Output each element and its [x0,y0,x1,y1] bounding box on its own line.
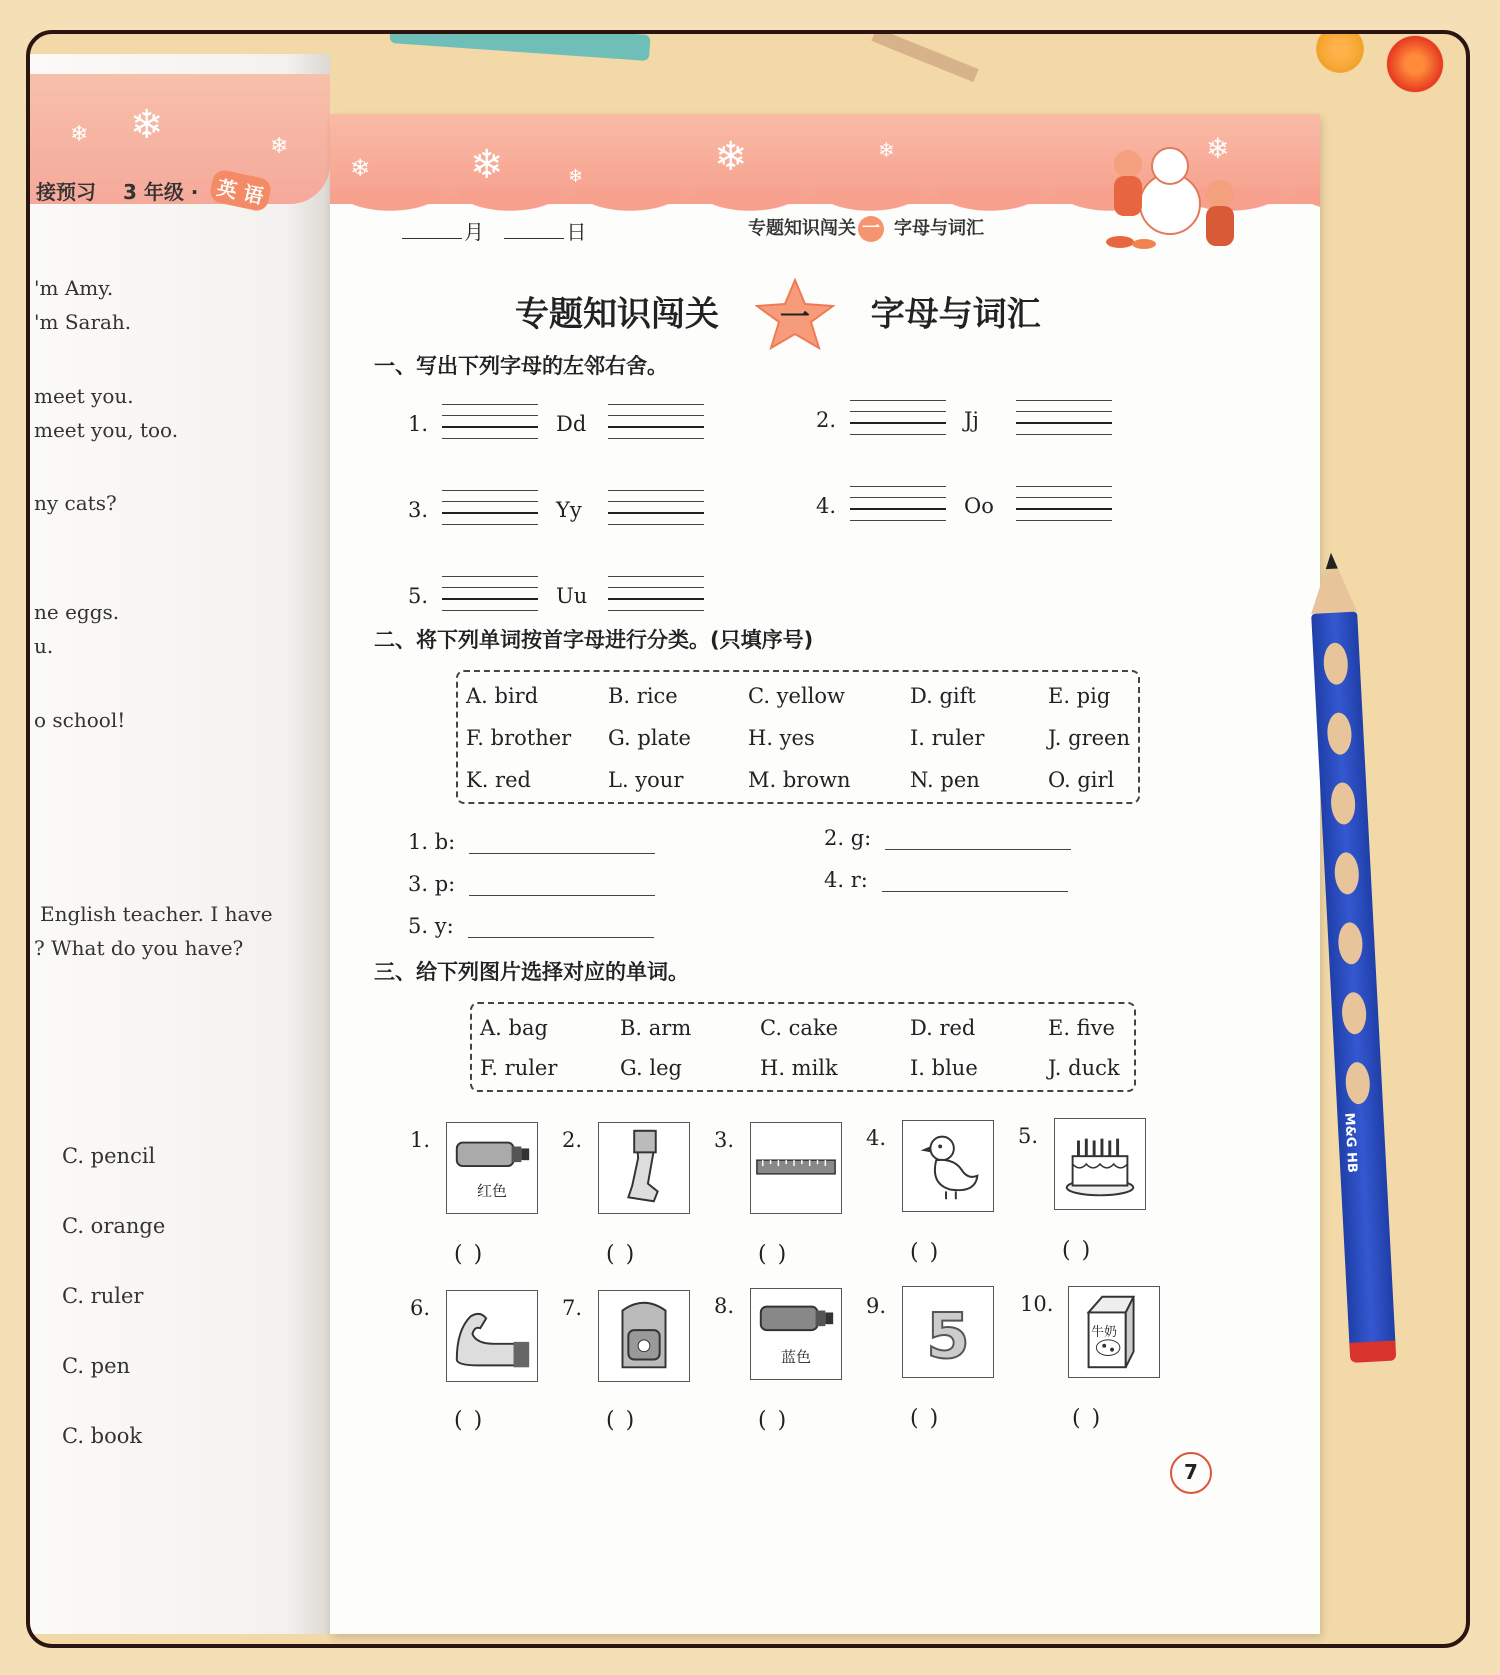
answer-parentheses[interactable]: ( ) [1072,1406,1103,1431]
page-title [515,286,1041,346]
left-text-line: ? What do you have? [34,936,244,960]
classify-blank [408,830,655,854]
left-text-line: 'm Amy. [34,276,114,300]
flower-decoration [1380,34,1450,94]
word-option: F. brother [466,726,572,750]
word-option: B. arm [620,1016,692,1040]
item-number: 4. [816,494,837,518]
left-page-header [36,174,270,207]
writing-lines-right[interactable] [608,480,704,524]
answer-parentheses[interactable]: ( ) [606,1408,637,1433]
pencil-on-desk [1308,552,1396,1353]
item-number: 2. [816,408,837,432]
word-option: J. green [1048,726,1131,750]
picture-caption: 蓝色 [780,1348,811,1366]
writing-lines-left[interactable] [850,390,946,434]
word-option: E. five [1048,1016,1115,1040]
snowflake-icon: ❄ [878,138,895,162]
birthday-cake-icon [1054,1118,1146,1210]
picture-number: 6. [410,1296,431,1320]
left-text-line: 'm Sarah. [34,310,132,334]
picture-caption: 牛奶 [1091,1325,1118,1340]
word-option: I. ruler [910,726,985,750]
duck-icon [902,1120,994,1212]
word-option: C. cake [760,1016,839,1040]
word-option: L. your [608,768,684,792]
picture-number: 1. [410,1128,431,1152]
letter-label: Uu [556,584,588,608]
item-number: 5. [408,584,429,608]
picture-caption: 红色 [476,1182,507,1200]
item-number: 5. [408,914,429,938]
answer-line[interactable] [469,875,655,896]
left-option: C. orange [62,1214,166,1238]
left-text-line: English teacher. I have [40,902,273,926]
answer-parentheses[interactable]: ( ) [1062,1238,1093,1263]
writing-lines-right[interactable] [608,394,704,438]
flower-decoration [1310,30,1370,74]
star-badge [755,286,835,346]
answer-parentheses[interactable]: ( ) [606,1242,637,1267]
desk-pencil-decoration [871,30,978,82]
section3-heading: 三、给下列图片选择对应的单词。 [374,960,689,984]
item-number: 1. [408,412,429,436]
title-left: 专题知识闯关 [515,294,719,335]
day-label: 日 [566,220,587,244]
picture-number: 9. [866,1294,887,1318]
writing-lines-left[interactable] [442,394,538,438]
classify-blank [824,868,1068,892]
snowflake-icon: ❄ [70,122,89,147]
word-bank-box [456,670,1140,804]
word-option: O. girl [1048,768,1115,792]
section2-heading: 二、将下列单词按首字母进行分类。(只填序号) [374,628,814,652]
picture-number: 3. [714,1128,735,1152]
word-option: H. yes [748,726,815,750]
left-option: C. book [62,1424,143,1448]
word-option: B. rice [608,684,678,708]
backpack-icon [598,1290,690,1382]
left-text-line: u. [34,634,54,658]
word-option: D. gift [910,684,976,708]
running-header [748,214,984,242]
answer-line[interactable] [885,829,1071,850]
initial-letter: p: [434,872,456,896]
word-option: D. red [910,1016,976,1040]
picture-number: 5. [1018,1124,1039,1148]
classify-blank [824,826,1071,850]
picture-number: 8. [714,1294,735,1318]
subject-badge: 英 语 [209,168,274,213]
classify-blank [408,872,655,896]
day-blank[interactable] [504,238,564,239]
writing-lines-left[interactable] [850,476,946,520]
left-option: C. pen [62,1354,131,1378]
word-option: I. blue [910,1056,978,1080]
snowflake-icon: ❄ [568,166,584,187]
left-page [30,54,330,1634]
word-option: N. pen [910,768,980,792]
item-number: 1. [408,830,429,854]
snowflake-icon: ❄ [270,134,289,159]
word-option: G. leg [620,1056,682,1080]
classify-blank [408,914,654,938]
word-option: K. red [466,768,531,792]
number-five-icon [902,1286,994,1378]
left-text-line: meet you. [34,384,134,408]
writing-lines-right[interactable] [608,566,704,610]
blue-paint-tube-icon [750,1288,842,1380]
letter-label: Oo [964,494,994,518]
letter-label: Yy [556,498,582,522]
snowflake-icon: ❄ [130,102,164,148]
left-option: C. pencil [62,1144,156,1168]
topic-label: 专题知识闯关 [748,218,856,239]
letter-label: Jj [964,408,979,432]
answer-parentheses[interactable]: ( ) [454,1242,485,1267]
arm-icon [446,1290,538,1382]
ruler-icon [750,1122,842,1214]
answer-parentheses[interactable]: ( ) [758,1408,789,1433]
right-page [330,114,1320,1634]
picture-number: 7. [562,1296,583,1320]
answer-line[interactable] [469,833,655,854]
snowflake-icon: ❄ [1206,132,1230,165]
initial-letter: y: [434,914,454,938]
desk-pencil-decoration [389,30,650,61]
title-number: 一 [779,300,810,335]
word-option: G. plate [608,726,691,750]
photo-frame [26,30,1470,1648]
initial-letter: g: [850,826,872,850]
svg-text:5: 5 [926,1299,970,1373]
answer-parentheses[interactable]: ( ) [758,1242,789,1267]
writing-lines-right[interactable] [1016,390,1112,434]
item-number: 2. [824,826,845,850]
snowflake-icon: ❄ [350,154,371,182]
answer-line[interactable] [468,917,654,938]
left-text-line: o school! [34,708,126,732]
left-text-line: meet you, too. [34,418,179,442]
left-text-line: ne eggs. [34,600,120,624]
word-option: J. duck [1048,1056,1120,1080]
month-blank[interactable] [402,238,462,239]
initial-letter: b: [434,830,456,854]
letter-label: Dd [556,412,587,436]
month-label: 月 [464,220,484,244]
picture-number: 10. [1020,1292,1054,1316]
word-option: E. pig [1048,684,1111,708]
word-option: H. milk [760,1056,838,1080]
picture-number: 4. [866,1126,887,1150]
word-option: A. bag [480,1016,548,1040]
word-option: F. ruler [480,1056,558,1080]
leg-icon [598,1122,690,1214]
picture-word-bank-box [470,1002,1136,1092]
word-option: C. yellow [748,684,846,708]
answer-parentheses[interactable]: ( ) [910,1240,941,1265]
item-number: 4. [824,868,845,892]
section1-heading: 一、写出下列字母的左邻右舍。 [374,354,668,378]
milk-carton-icon [1068,1286,1160,1378]
snowflake-icon: ❄ [470,142,504,188]
answer-parentheses[interactable]: ( ) [454,1408,485,1433]
title-right: 字母与词汇 [870,294,1041,335]
pencil-brand: M&G [1341,1112,1359,1148]
word-option: A. bird [466,684,539,708]
writing-lines-right[interactable] [1016,476,1112,520]
header-prefix: 接预习 [36,180,96,204]
item-number: 3. [408,498,429,522]
red-paint-tube-icon [446,1122,538,1214]
snowman-children-illustration [1100,134,1260,254]
answer-parentheses[interactable]: ( ) [910,1406,941,1431]
writing-lines-left[interactable] [442,480,538,524]
writing-lines-left[interactable] [442,566,538,610]
picture-number: 2. [562,1128,583,1152]
topic-name: 字母与词汇 [894,218,984,239]
snowflake-icon: ❄ [714,134,748,180]
word-option: M. brown [748,768,851,792]
topic-number-badge: 一 [858,216,884,242]
pencil-grade: HB [1343,1151,1360,1174]
left-text-line: ny cats? [34,491,117,515]
left-option: C. ruler [62,1284,144,1308]
grade-label: 3 年级 · [122,180,199,204]
page-number: 7 [1170,1452,1212,1494]
answer-line[interactable] [882,871,1068,892]
initial-letter: r: [850,868,868,892]
item-number: 3. [408,872,429,896]
date-row [400,216,586,245]
